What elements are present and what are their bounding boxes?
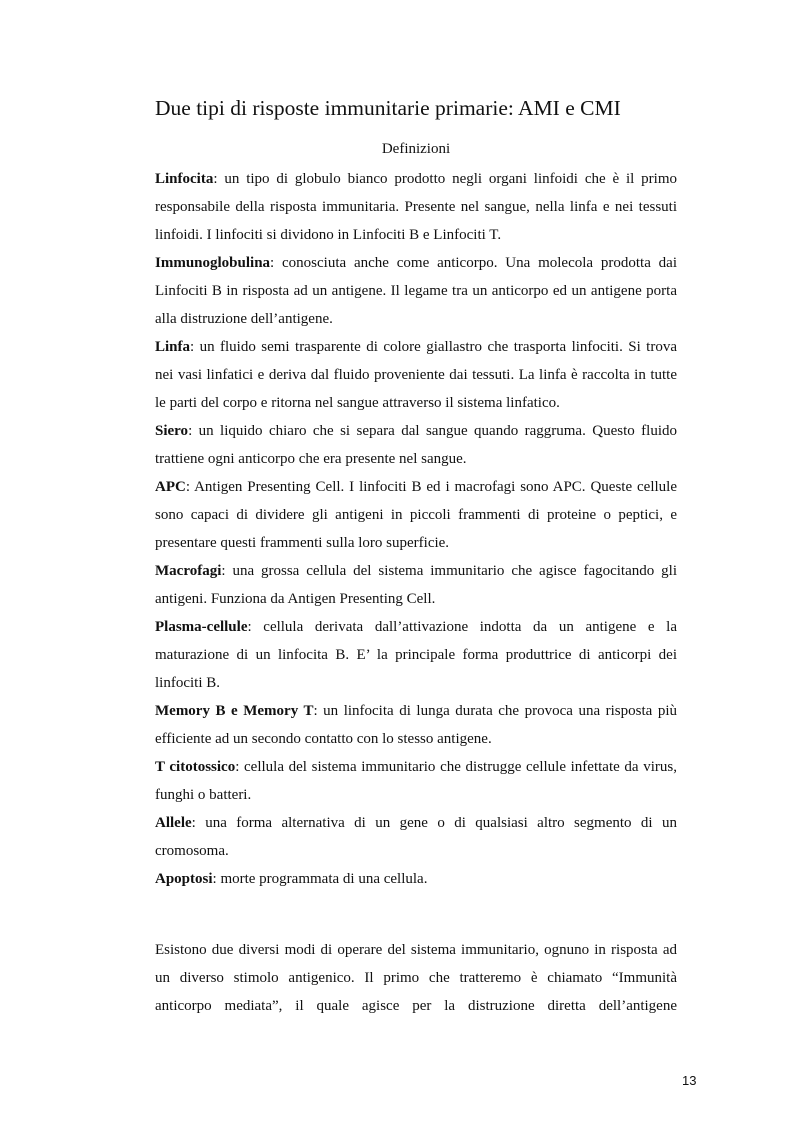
definitions-list	[155, 165, 677, 893]
definition-term: Immunoglobulina	[155, 255, 271, 271]
definition-term: Apoptosi	[155, 871, 213, 887]
definition-macrofagi	[155, 557, 677, 613]
definition-term: Plasma-cellule	[155, 619, 248, 635]
definition-term: Siero	[155, 423, 189, 439]
definition-siero	[155, 417, 677, 473]
definition-text: : una grossa cellula del sistema immunitario che agisce fagocitando gli antigeni. Funziona da Antigen Presenting Cell.	[155, 563, 677, 607]
definition-allele	[155, 809, 677, 865]
section-subtitle: Definizioni	[381, 141, 451, 157]
definition-memory	[155, 697, 677, 753]
definition-apc	[155, 473, 677, 557]
definition-text: : un linfocita di lunga durata che provoca una risposta più efficiente ad un secondo contatto con lo stesso antigene.	[155, 703, 678, 747]
definition-term: Macrofagi	[155, 563, 222, 579]
definition-text: : morte programmata di una cellula.	[212, 871, 428, 887]
definition-t-citotossico	[155, 753, 677, 809]
definition-term: Allele	[155, 815, 192, 831]
definition-term: APC	[155, 479, 186, 495]
definition-term: Linfa	[155, 339, 191, 355]
definition-immunoglobulina	[155, 249, 677, 333]
definition-term: T citotossico	[155, 759, 236, 775]
definition-text: : cellula del sistema immunitario che distrugge cellule infettate da virus, funghi o batteri.	[155, 759, 677, 803]
definition-linfocita	[155, 165, 677, 249]
definition-apoptosi	[155, 865, 677, 893]
definition-term: Linfocita	[155, 171, 214, 187]
intro-paragraph: Esistono due diversi modi di operare del sistema immunitario, ognuno in risposta ad un diverso stimolo antigenico. Il primo che tratteremo è chiamato “Immunità anticorpo mediata”, il quale agisce per la distruzione diretta dell’antigene	[155, 942, 677, 1014]
definition-text: : una forma alternativa di un gene o di qualsiasi altro segmento di un cromosoma.	[155, 815, 677, 859]
page-title: Due tipi di risposte immunitarie primarie: AMI e CMI	[155, 96, 621, 120]
definition-text: : un liquido chiaro che si separa dal sangue quando raggruma. Questo fluido trattiene ogni anticorpo che era presente nel sangue.	[155, 423, 677, 467]
definition-text: : un tipo di globulo bianco prodotto negli organi linfoidi che è il primo responsabile della risposta immunitaria. Presente nel sangue, nella linfa e nei tessuti linfoidi. I linfociti si dividono in Linfociti B e Linfociti T.	[155, 171, 677, 243]
definition-text: : Antigen Presenting Cell. I linfociti B ed i macrofagi sono APC. Queste cellule sono capaci di dividere gli antigeni in piccoli frammenti di proteine o peptici, e presentare questi frammenti sulla loro superficie.	[155, 479, 677, 551]
definition-term: Memory B e Memory T	[155, 703, 314, 719]
page-number: 13	[682, 1073, 697, 1088]
definition-plasma-cellule	[155, 613, 677, 697]
definition-text: : cellula derivata dall’attivazione indotta da un antigene e la maturazione di un linfocita B. E’ la principale forma produttrice di anticorpi dei linfociti B.	[155, 619, 677, 691]
definition-text: : conosciuta anche come anticorpo. Una molecola prodotta dai Linfociti B in risposta ad un antigene. Il legame tra un anticorpo ed un antigene porta alla distruzione dell’antigene.	[155, 255, 677, 327]
definition-linfa	[155, 333, 677, 417]
definition-text: : un fluido semi trasparente di colore giallastro che trasporta linfociti. Si trova nei vasi linfatici e deriva dal fluido proveniente dai tessuti. La linfa è raccolta in tutte le parti del corpo e ritorna nel sangue attraverso il sistema linfatico.	[155, 339, 677, 411]
